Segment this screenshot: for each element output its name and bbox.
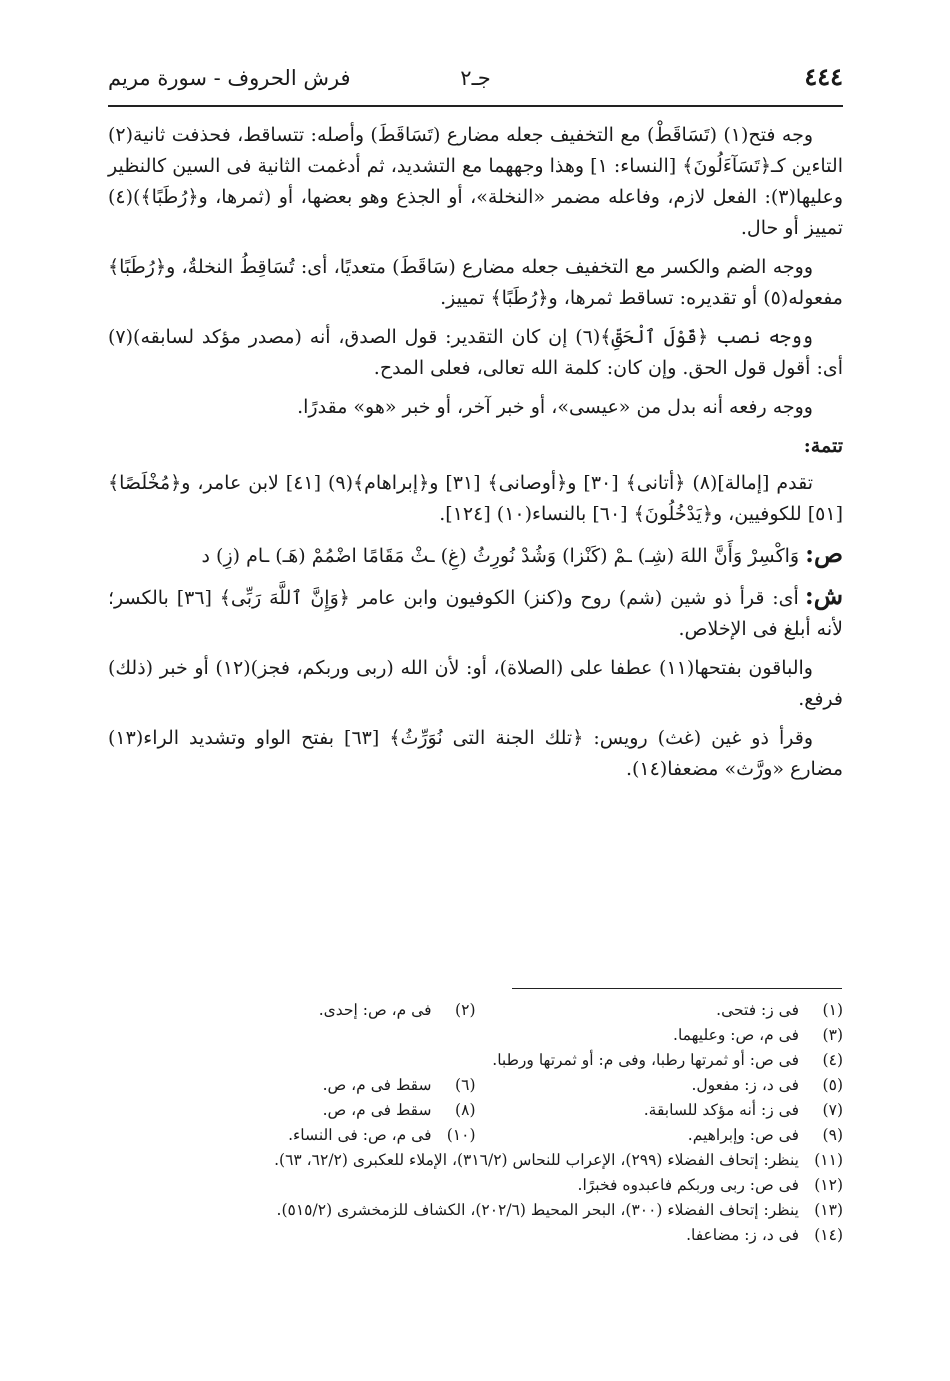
paragraph: والباقون بفتحها(١١) عطفا على (الصلاة)، أو: لأن الله (ربى وربكم، فجز)(١٢) أو خبر (ذلك) فرفع. bbox=[108, 657, 843, 710]
footnote-number: (١٠) bbox=[446, 1126, 476, 1144]
verse-label: ص: bbox=[805, 539, 843, 568]
footnote-row bbox=[108, 1073, 843, 1098]
footnote-number: (١) bbox=[822, 1001, 843, 1019]
footnote-text: فى ص: ربى وربكم فاعبدوه فخبرًا. bbox=[577, 1176, 799, 1194]
footnote-text: سقط فى م، ص. bbox=[322, 1101, 432, 1119]
footnote-number: (٥) bbox=[822, 1076, 843, 1094]
header-rule bbox=[108, 105, 843, 107]
footnote-text: ينظر: إتحاف الفضلاء (٣٠٠)، البحر المحيط (٢٠٢/٦)، الكشاف للزمخشرى (٥١٥/٢). bbox=[276, 1201, 799, 1219]
commentary-label: ش: bbox=[804, 581, 843, 610]
footnote-text: فى ز: فتحى. bbox=[716, 1001, 799, 1019]
section-heading: تتمة: bbox=[803, 435, 843, 457]
footnote-row bbox=[108, 1148, 843, 1173]
footnote-number: (٨) bbox=[455, 1101, 476, 1119]
footnote bbox=[476, 1073, 844, 1098]
footnote bbox=[108, 1123, 476, 1148]
main-text bbox=[108, 120, 843, 793]
footnote bbox=[476, 1123, 844, 1148]
footnote-row bbox=[108, 1098, 843, 1123]
commentary-text: أى: قرأ ذو شين (شم) روح و(كنز) الكوفيون وابن عامر ﴿وَإِنَّ ٱللَّهَ رَبِّى﴾ [٣٦] بالكسر؛ لأنه أبلغ فى الإخلاص. bbox=[108, 587, 843, 640]
paragraph: ووجه رفعه أنه بدل من «عيسى»، أو خبر آخر، أو خبر «هو» مقدرًا. bbox=[297, 396, 813, 418]
paragraph: ووجه نصب ﴿قَوْلَ ٱلْحَقِّ﴾(٦) إن كان التقدير: قول الصدق، أنه (مصدر مؤكد لسابقه)(٧) أى: أقول قول الحق. وإن كان: كلمة الله تعالى، فعلى المدح. bbox=[108, 326, 843, 379]
footnote-number: (٦) bbox=[455, 1076, 476, 1094]
footnote bbox=[108, 998, 476, 1023]
volume-label: جـ٢ bbox=[460, 66, 491, 90]
footnote bbox=[108, 1148, 843, 1173]
footnote bbox=[108, 1223, 843, 1248]
paragraph: ووجه الضم والكسر مع التخفيف جعله مضارع (سَاقَطَ) متعديًا، أى: تُسَاقِطُ النخلةُ، و﴿رُطَبًا﴾ مفعوله(٥) أو تقديره: تساقط ثمرها، و﴿رُطَبًا﴾ تمييز. bbox=[108, 256, 843, 309]
footnote bbox=[108, 1173, 843, 1198]
footnote-text: فى ص: وإبراهيم. bbox=[687, 1126, 799, 1144]
footnote-number: (١٤) bbox=[814, 1226, 843, 1244]
footnote-number: (١٢) bbox=[814, 1176, 843, 1194]
verse-line bbox=[108, 538, 843, 572]
footnote-row bbox=[108, 1023, 843, 1048]
footnotes bbox=[108, 998, 843, 1248]
paragraph: وجه فتح(١) (تَسَاقَطْ) مع التخفيف جعله مضارع (تَسَاقَطَ) وأصله: تتساقط، فحذفت ثانية(٢) التاءين كـ﴿تَسَآءَلُونَ﴾ [النساء: ١] وهذا وجههما مع التشديد، ثم أدغمت الثانية فى السين كالنظير وعليها(٣): الفعل لازم، وفاعله مضمر «النخلة»، أو الجذع وهو بعضها، أو (ثمرها، و﴿رُطَبًا﴾)(٤) تمييز أو حال. bbox=[108, 124, 843, 239]
footnote-row bbox=[108, 1048, 843, 1073]
paragraph: وقرأ ذو غين (غث) رويس: ﴿تلك الجنة التى نُوَرِّثُ﴾ [٦٣] بفتح الواو وتشديد الراء(١٣) مضارع «ورَّث» مضعفا(١٤). bbox=[108, 727, 843, 780]
footnote-number: (٧) bbox=[822, 1101, 843, 1119]
footnote-text: فى م، ص: إحدى. bbox=[318, 1001, 432, 1019]
footnote-row bbox=[108, 1123, 843, 1148]
footnote-text: ينظر: إتحاف الفضلاء (٢٩٩)، الإعراب للنحاس (٣١٦/٢)، الإملاء للعكبرى (٦٢/٢، ٦٣). bbox=[274, 1151, 799, 1169]
footnote-row bbox=[108, 1223, 843, 1248]
footnote bbox=[108, 1098, 476, 1123]
footnote-row bbox=[108, 1198, 843, 1223]
paragraph: تقدم [إمالة](٨) ﴿أتانى﴾ [٣٠] و﴿أوصانى﴾ [٣١] و﴿إبراهام﴾(٩) [٤١] لابن عامر، و﴿مُخْلَصًا﴾ [٥١] للكوفيين، و﴿يَدْخُلُونَ﴾ [٦٠] بالنساء(١٠) [١٢٤]. bbox=[108, 472, 843, 525]
footnote-number: (٣) bbox=[822, 1026, 843, 1044]
page-number: ٤٤٤ bbox=[804, 62, 843, 91]
footnote bbox=[108, 1048, 843, 1073]
footnote bbox=[108, 1073, 476, 1098]
footnote-text: فى د، ز: مضاعفا. bbox=[686, 1226, 799, 1244]
footnote-number: (١١) bbox=[814, 1151, 843, 1169]
footnote bbox=[108, 1198, 843, 1223]
footnote-row bbox=[108, 1173, 843, 1198]
section-title: فرش الحروف - سورة مريم bbox=[108, 66, 351, 90]
footnote-text: فى م، ص: فى النساء. bbox=[288, 1126, 432, 1144]
footnote bbox=[108, 1023, 843, 1048]
footnote bbox=[476, 998, 844, 1023]
footnote-text: فى د، ز: مفعول. bbox=[691, 1076, 799, 1094]
footnote-rule bbox=[512, 988, 842, 989]
footnote-text: سقط فى م، ص. bbox=[322, 1076, 432, 1094]
footnote-number: (٩) bbox=[822, 1126, 843, 1144]
footnote-row bbox=[108, 998, 843, 1023]
running-head bbox=[108, 60, 843, 100]
commentary-paragraph bbox=[108, 580, 843, 645]
footnote-text: فى م، ص: وعليهما. bbox=[673, 1026, 799, 1044]
footnote-text: فى ص: أو ثمرتها رطبا، وفى م: أو ثمرتها ورطبا. bbox=[492, 1051, 799, 1069]
verse-text: وَاكْسِرْ وَأَنَّ اللهَ (شِـ) ـمْ (كَنْزا) وَشُدْ نُورِثُ (غِ) ـثْ مَقَامًا اضْمُمْ (هَـ) ـام (زِ) د bbox=[201, 545, 800, 567]
footnote-text: فى ز: أنه مؤكد للسابقة. bbox=[643, 1101, 799, 1119]
footnote-number: (٢) bbox=[455, 1001, 476, 1019]
footnote bbox=[476, 1098, 844, 1123]
footnote-number: (٤) bbox=[822, 1051, 843, 1069]
footnote-number: (١٣) bbox=[814, 1201, 843, 1219]
